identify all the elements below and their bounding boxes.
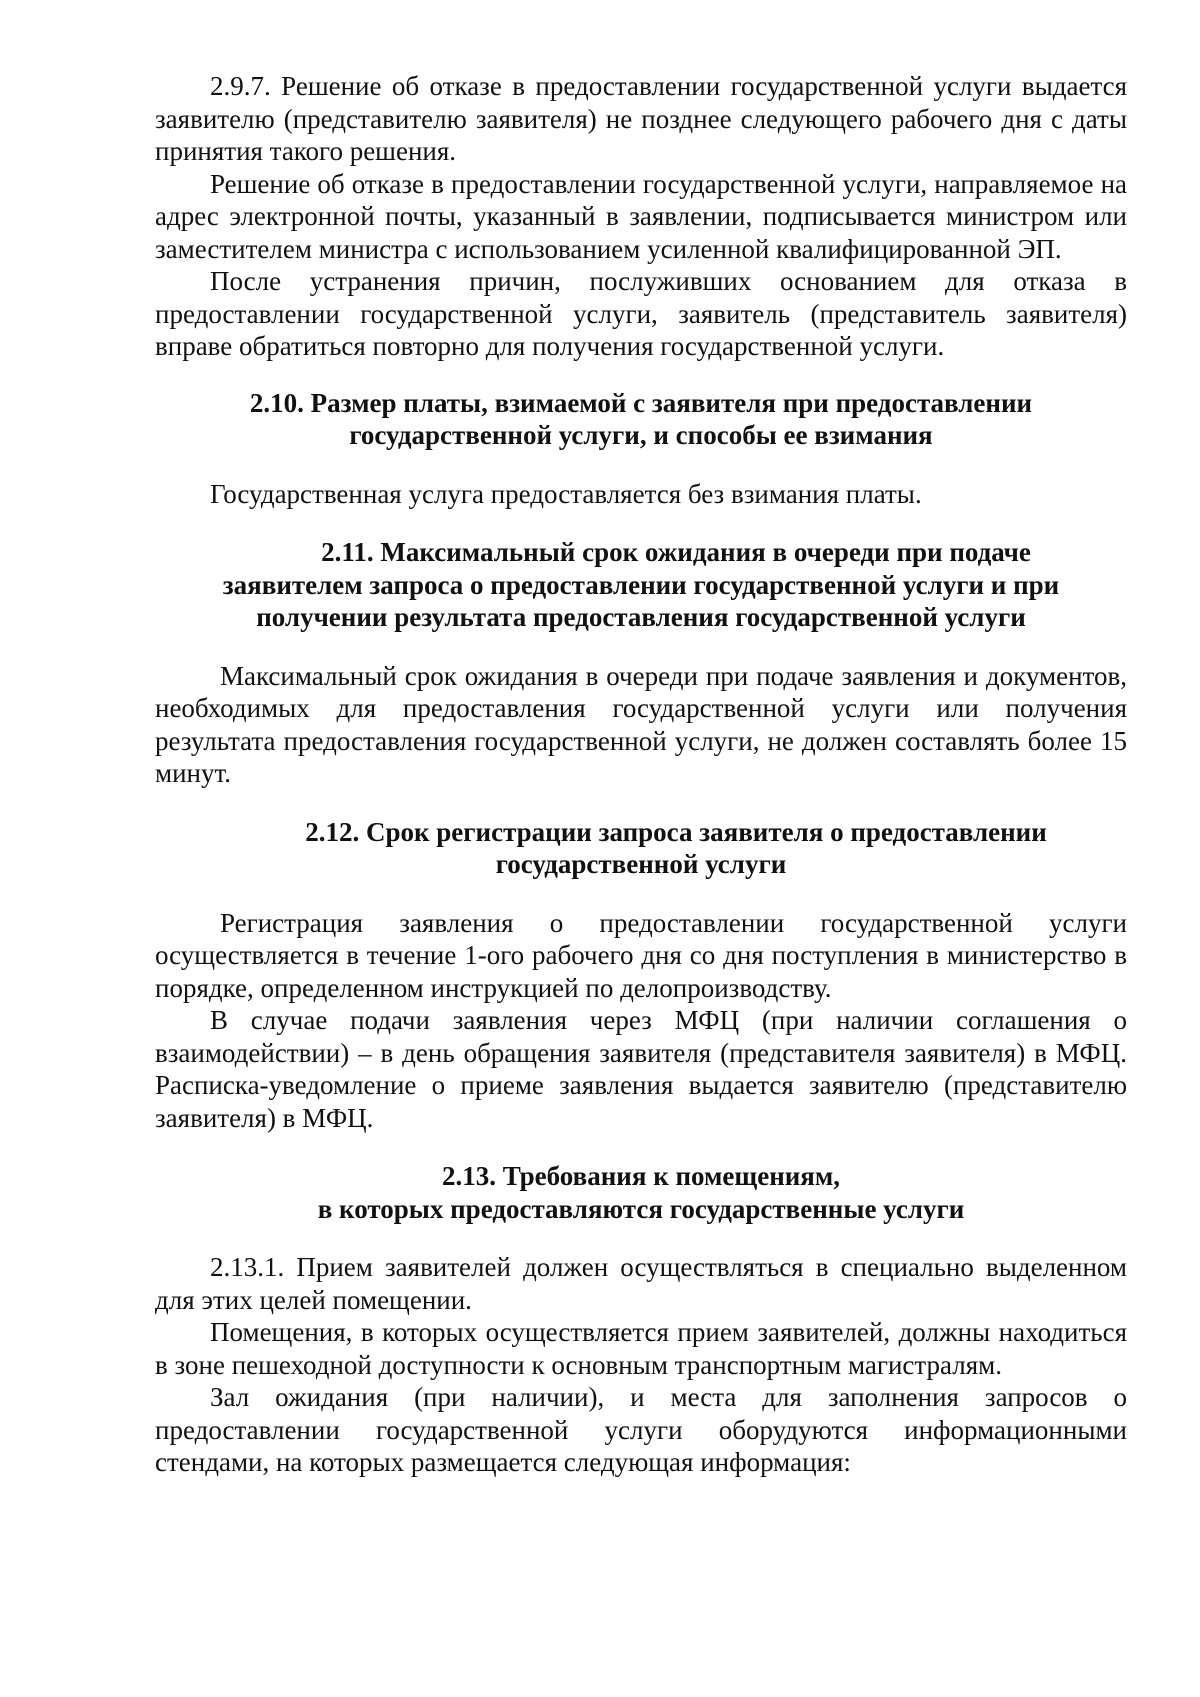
heading-2-10: [155, 387, 1127, 452]
paragraph-mfc: В случае подачи заявления через МФЦ (при наличии соглашения о взаимодействии) – в день обращения заявителя (представителя заявителя) в МФЦ. Расписка-уведомление о приеме заявления выдается заявителю (представителю заявителя) в МФЦ.: [155, 1005, 1127, 1133]
heading-2-11-line3: получении результата предоставления государственной услуги: [256, 602, 1026, 632]
paragraph-no-fee: Государственная услуга предоставляется без взимания платы.: [210, 478, 922, 509]
paragraph-max-wait: Максимальный срок ожидания в очереди при подаче заявления и документов, необходимых для предоставления государственной услуги или получения результата предоставления государственной услуги, не должен составлять более 15 минут.: [155, 660, 1127, 788]
paragraph-registration: Регистрация заявления о предоставлении государственной услуги осуществляется в течение 1-ого рабочего дня со дня поступления в министерство в порядке, определенном инструкцией по делопроизводству.: [155, 907, 1127, 1003]
heading-2-10-line1: 2.10. Размер платы, взимаемой с заявителя при предоставлении: [249, 387, 1033, 418]
paragraph-waiting-hall: Зал ожидания (при наличии), и места для заполнения запросов о предоставлении государственной услуги оборудуются информационными стендами, на которых размещается следующая информация:: [155, 1382, 1127, 1477]
heading-2-13-line1: 2.13. Требования к помещениям,: [441, 1161, 841, 1191]
heading-2-12-line1: 2.12. Срок регистрации запроса заявителя о предоставлении: [305, 816, 1047, 847]
paragraph-premises-location: Помещения, в которых осуществляется прием заявителей, должны находиться в зоне пешеходной доступности к основным транспортным магистралям.: [155, 1317, 1127, 1380]
heading-2-11: [155, 536, 1127, 634]
document-page: [155, 70, 1127, 1479]
paragraph-2-9-7-decision: 2.9.7. Решение об отказе в предоставлении государственной услуги выдается заявителю (представителю заявителя) не позднее следующего рабочего дня с даты принятия такого решения.: [155, 71, 1127, 166]
heading-2-11-line1: 2.11. Максимальный срок ожидания в очереди при подаче: [321, 537, 1031, 567]
paragraph-2-13-1: 2.13.1. Прием заявителей должен осуществляться в специально выделенном для этих целей помещении.: [155, 1252, 1127, 1315]
heading-2-12: [155, 816, 1127, 881]
paragraph-refusal-email: Решение об отказе в предоставлении государственной услуги, направляемое на адрес электронной почты, указанный в заявлении, подписывается министром или заместителем министра с использованием усиленной квалифицированной ЭП.: [155, 168, 1127, 264]
heading-2-12-line2: государственной услуги: [495, 849, 787, 879]
heading-2-13-line2: в которых предоставляются государственные услуги: [317, 1193, 965, 1224]
paragraph-reapply: После устранения причин, послуживших основанием для отказа в предоставлении государственной услуги, заявитель (представитель заявителя) вправе обратиться повторно для получения государственной услуги.: [155, 266, 1127, 361]
heading-2-10-line2: государственной услуги, и способы ее взимания: [349, 420, 933, 450]
heading-2-13: [155, 1160, 1127, 1225]
heading-2-11-line2: заявителем запроса о предоставлении государственной услуги и при: [222, 569, 1060, 600]
